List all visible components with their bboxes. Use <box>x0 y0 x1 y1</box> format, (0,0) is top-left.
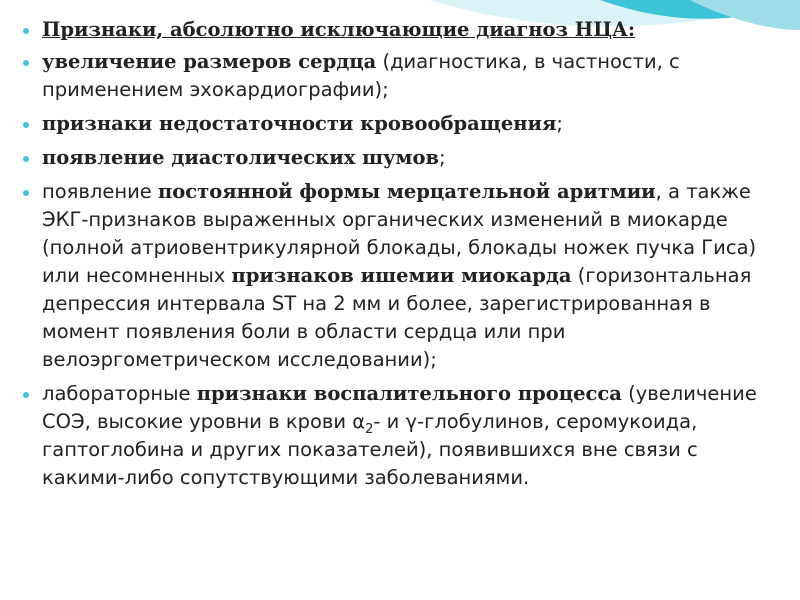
circle-bullet-icon <box>23 60 29 66</box>
bold-text: увеличение размеров сердца <box>42 50 377 73</box>
circle-bullet-icon <box>23 156 29 162</box>
text: , а также ЭКГ-признаков выраженных органических изменений в миокарде (полной атриовентрикулярной блокады, блокады ножек пучка Гиса) или несомненных <box>42 180 757 287</box>
slide-title-line <box>20 16 765 44</box>
text: - и γ-глобулинов, серомукоида, гаптоглобина и других показателей), появившихся вне связи с какими-либо сопутствующими заболеваниями. <box>42 410 698 489</box>
text: (увеличение СОЭ, высокие уровни в крови α <box>42 382 757 433</box>
circle-bullet-icon <box>23 392 29 398</box>
subscript-text: 2 <box>365 421 374 437</box>
bold-text: постоянной формы мерцательной аритмии <box>157 180 656 203</box>
slide-content <box>20 16 765 498</box>
bullet-item-1 <box>20 48 765 104</box>
text: (диагностика, в частности, с применением эхокардиографии); <box>42 50 680 101</box>
text: появление <box>42 180 158 203</box>
bold-text: признаки воспалительного процесса <box>196 382 622 405</box>
bullet-item-2 <box>20 110 765 138</box>
text: ; <box>556 112 563 135</box>
bold-text: признаков ишемии миокарда <box>231 264 572 287</box>
text: (горизонтальная депрессия интервала ST на 2 мм и более, зарегистрированная в момент появления боли в области сердца или при велоэргометрическом исследовании); <box>42 264 752 371</box>
bullet-item-4 <box>20 178 765 374</box>
bullet-item-3 <box>20 144 765 172</box>
circle-bullet-icon <box>23 190 29 196</box>
circle-bullet-icon <box>23 122 29 128</box>
bold-text: появление диастолических шумов <box>42 146 440 169</box>
slide-title: Признаки, абсолютно исключающие диагноз НЦА: <box>42 18 636 41</box>
bullet-item-5 <box>20 380 765 492</box>
circle-bullet-icon <box>23 28 29 34</box>
bold-text: признаки недостаточности кровообращения <box>42 112 557 135</box>
text: ; <box>439 146 446 169</box>
text: лабораторные <box>42 382 197 405</box>
